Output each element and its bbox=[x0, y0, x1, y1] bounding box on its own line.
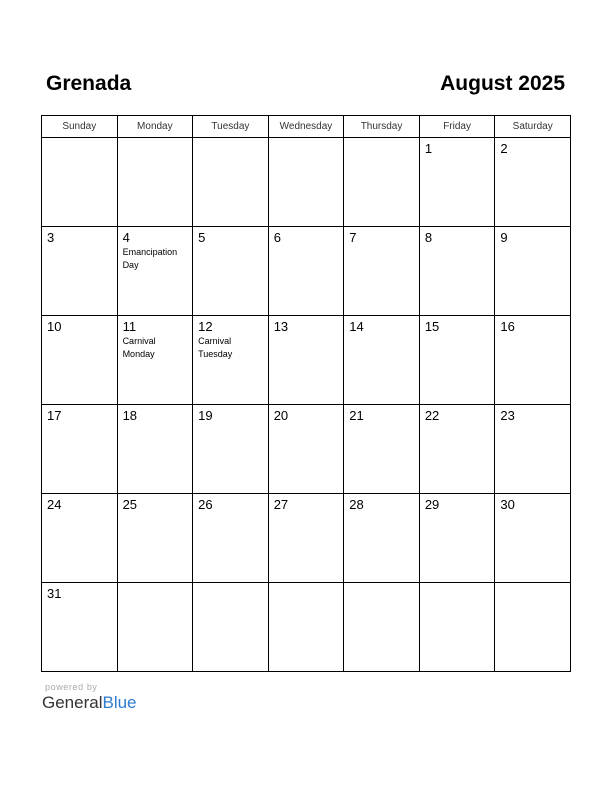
day-number: 18 bbox=[122, 408, 138, 423]
day-number bbox=[42, 138, 117, 141]
day-cell bbox=[193, 494, 269, 583]
day-number: 16 bbox=[500, 319, 515, 334]
holiday-label: Carnival Tuesday bbox=[198, 336, 233, 359]
day-cell bbox=[495, 138, 571, 227]
week-row bbox=[42, 316, 571, 405]
day-cell bbox=[42, 494, 118, 583]
day-number bbox=[344, 583, 419, 586]
logo-text-blue: Blue bbox=[102, 693, 137, 712]
day-cell bbox=[419, 405, 495, 494]
day-cell bbox=[268, 316, 344, 405]
day-number: 11 bbox=[122, 319, 137, 334]
holiday-label: Emancipation Day bbox=[122, 247, 178, 270]
day-number: 17 bbox=[47, 408, 62, 423]
day-cell bbox=[344, 583, 420, 672]
day-cell bbox=[42, 583, 118, 672]
day-cell bbox=[344, 138, 420, 227]
generalblue-logo bbox=[42, 693, 137, 713]
day-number bbox=[420, 583, 495, 586]
day-cell bbox=[344, 405, 420, 494]
day-number: 28 bbox=[349, 497, 364, 512]
day-number: 6 bbox=[273, 230, 281, 245]
day-number: 8 bbox=[424, 230, 433, 245]
week-row bbox=[42, 405, 571, 494]
day-cell bbox=[495, 583, 571, 672]
day-number: 4 bbox=[122, 230, 130, 245]
day-number: 26 bbox=[198, 497, 213, 512]
country-title: Grenada bbox=[46, 72, 132, 95]
day-number: 19 bbox=[198, 408, 213, 423]
day-number: 9 bbox=[500, 230, 508, 245]
weekday-header-saturday: Saturday bbox=[495, 116, 571, 138]
day-number: 23 bbox=[500, 408, 515, 423]
day-number: 27 bbox=[273, 497, 289, 512]
day-number: 31 bbox=[47, 586, 62, 601]
day-cell bbox=[495, 494, 571, 583]
day-cell bbox=[117, 494, 193, 583]
day-number bbox=[118, 138, 193, 141]
day-number: 24 bbox=[47, 497, 62, 512]
day-number: 21 bbox=[349, 408, 364, 423]
weekday-header-friday: Friday bbox=[419, 116, 495, 138]
day-number: 7 bbox=[349, 230, 357, 245]
day-cell bbox=[193, 316, 269, 405]
day-cell bbox=[419, 138, 495, 227]
day-number: 12 bbox=[198, 319, 213, 334]
day-number: 20 bbox=[273, 408, 289, 423]
day-cell bbox=[193, 227, 269, 316]
day-cell bbox=[117, 405, 193, 494]
day-number bbox=[193, 583, 268, 586]
day-number bbox=[193, 138, 268, 141]
weekday-header-thursday: Thursday bbox=[344, 116, 420, 138]
day-cell bbox=[193, 138, 269, 227]
calendar-grid bbox=[41, 115, 571, 672]
day-number: 10 bbox=[47, 319, 62, 334]
day-number: 13 bbox=[273, 319, 289, 334]
week-row bbox=[42, 583, 571, 672]
day-cell bbox=[268, 227, 344, 316]
week-row bbox=[42, 494, 571, 583]
day-cell bbox=[42, 138, 118, 227]
day-cell bbox=[344, 494, 420, 583]
day-cell bbox=[117, 138, 193, 227]
weekday-header-wednesday: Wednesday bbox=[268, 116, 344, 138]
day-number: 29 bbox=[424, 497, 440, 512]
day-cell bbox=[193, 405, 269, 494]
day-cell bbox=[42, 405, 118, 494]
day-number: 3 bbox=[47, 230, 55, 245]
day-cell bbox=[117, 227, 193, 316]
day-cell bbox=[193, 583, 269, 672]
day-number bbox=[118, 583, 193, 586]
day-number bbox=[269, 583, 344, 586]
weekday-header-monday: Monday bbox=[117, 116, 193, 138]
weekday-header-tuesday: Tuesday bbox=[193, 116, 269, 138]
week-row bbox=[42, 138, 571, 227]
day-cell bbox=[495, 227, 571, 316]
day-cell bbox=[419, 316, 495, 405]
day-cell bbox=[42, 227, 118, 316]
day-cell bbox=[495, 316, 571, 405]
day-number bbox=[269, 138, 344, 141]
day-number bbox=[344, 138, 419, 141]
day-cell bbox=[344, 316, 420, 405]
day-cell bbox=[419, 227, 495, 316]
holiday-label: Carnival Monday bbox=[122, 336, 156, 359]
day-cell bbox=[419, 494, 495, 583]
day-cell bbox=[344, 227, 420, 316]
week-row bbox=[42, 227, 571, 316]
day-number: 1 bbox=[424, 141, 433, 156]
day-cell bbox=[268, 494, 344, 583]
day-number: 14 bbox=[349, 319, 364, 334]
day-number bbox=[495, 583, 570, 586]
day-number: 30 bbox=[500, 497, 515, 512]
day-number: 2 bbox=[500, 141, 508, 156]
day-cell bbox=[117, 583, 193, 672]
day-cell bbox=[419, 583, 495, 672]
logo-text-general: General bbox=[42, 693, 103, 712]
day-number: 5 bbox=[198, 230, 206, 245]
month-year-title: August 2025 bbox=[440, 72, 565, 95]
day-cell bbox=[495, 405, 571, 494]
day-cell bbox=[117, 316, 193, 405]
day-cell bbox=[268, 583, 344, 672]
day-cell bbox=[268, 138, 344, 227]
weekday-header-row bbox=[42, 116, 571, 138]
day-number: 22 bbox=[424, 408, 440, 423]
day-number: 25 bbox=[122, 497, 138, 512]
powered-by-label: powered by bbox=[45, 682, 98, 692]
day-cell bbox=[268, 405, 344, 494]
day-number: 15 bbox=[424, 319, 440, 334]
day-cell bbox=[42, 316, 118, 405]
weekday-header-sunday: Sunday bbox=[42, 116, 118, 138]
